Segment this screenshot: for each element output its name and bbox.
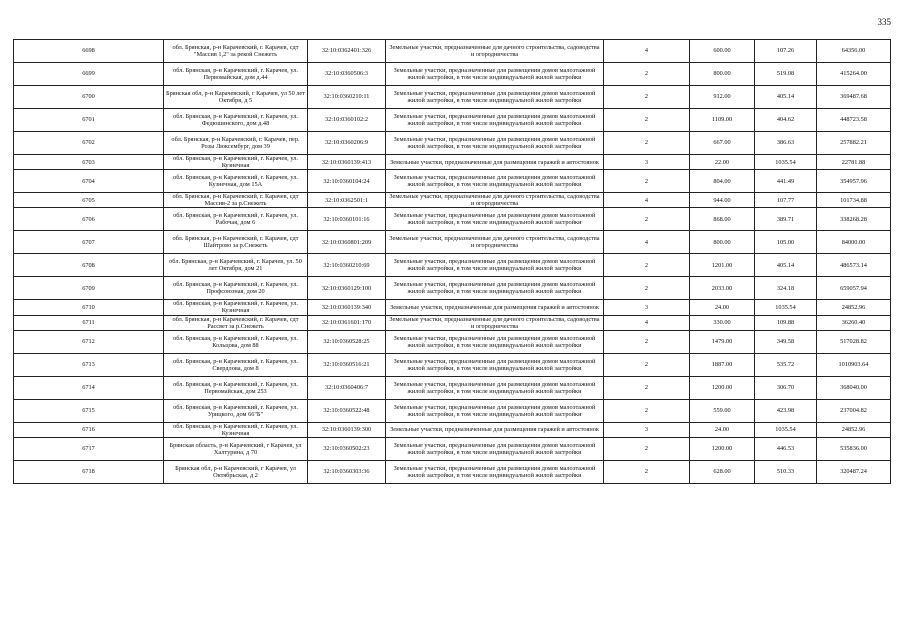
cadastral-value-cell: 517028.82 bbox=[817, 330, 891, 353]
row-number-cell: 6711 bbox=[14, 315, 164, 330]
use-group-cell: 2 bbox=[604, 330, 690, 353]
address-cell: обл. Брянская, р-н Карачевский, г. Карачев, ул. Профсоюзная, дом 20 bbox=[164, 277, 308, 300]
cadastral-value-cell: 659057.94 bbox=[817, 277, 891, 300]
row-number-cell: 6698 bbox=[14, 40, 164, 63]
land-use-cell: Земельные участки, предназначенные для размещения гаражей и автостоянок bbox=[386, 155, 604, 170]
address-cell: обл. Брянская, р-н Карачевский, г. Карачев, сдт Массив-2 за р.Снежеть bbox=[164, 193, 308, 208]
row-number-cell: 6699 bbox=[14, 63, 164, 86]
table-row bbox=[14, 40, 891, 63]
cadastral-value-cell: 24852.96 bbox=[817, 300, 891, 315]
area-cell: 559.00 bbox=[690, 399, 755, 422]
specific-value-cell: 107.26 bbox=[755, 40, 817, 63]
cadastral-number-cell: 32:10:0360101:16 bbox=[308, 208, 386, 231]
cadastral-value-cell: 24852.96 bbox=[817, 422, 891, 437]
specific-value-cell: 324.18 bbox=[755, 277, 817, 300]
table-row bbox=[14, 353, 891, 376]
cadastral-number-cell: 32:10:0360129:100 bbox=[308, 277, 386, 300]
table-row bbox=[14, 231, 891, 254]
table-row bbox=[14, 315, 891, 330]
specific-value-cell: 107.77 bbox=[755, 193, 817, 208]
cadastral-value-cell: 486573.14 bbox=[817, 254, 891, 277]
specific-value-cell: 389.71 bbox=[755, 208, 817, 231]
row-number-cell: 6700 bbox=[14, 86, 164, 109]
cadastral-number-cell: 32:10:0360516:21 bbox=[308, 353, 386, 376]
use-group-cell: 2 bbox=[604, 132, 690, 155]
table-row bbox=[14, 63, 891, 86]
row-number-cell: 6708 bbox=[14, 254, 164, 277]
area-cell: 24.00 bbox=[690, 422, 755, 437]
land-registry-table bbox=[13, 39, 891, 484]
address-cell: обл. Брянская, р-н Карачевский, г. Карачев, ул. Кузнечная bbox=[164, 422, 308, 437]
land-use-cell: Земельные участки, предназначенные для дачного строительства, садоводства и огородничества bbox=[386, 40, 604, 63]
land-use-cell: Земельные участки, предназначенные для дачного строительства, садоводства и огородничества bbox=[386, 315, 604, 330]
table-row bbox=[14, 277, 891, 300]
area-cell: 1200.00 bbox=[690, 376, 755, 399]
cadastral-value-cell: 101734.88 bbox=[817, 193, 891, 208]
land-use-cell: Земельные участки, предназначенные для размещения домов малоэтажной жилой застройки, в том числе индивидуальной жилой застройки bbox=[386, 109, 604, 132]
specific-value-cell: 510.33 bbox=[755, 460, 817, 483]
area-cell: 330.00 bbox=[690, 315, 755, 330]
specific-value-cell: 109.88 bbox=[755, 315, 817, 330]
area-cell: 1109.00 bbox=[690, 109, 755, 132]
use-group-cell: 3 bbox=[604, 300, 690, 315]
cadastral-number-cell: 32:10:0360801:209 bbox=[308, 231, 386, 254]
use-group-cell: 2 bbox=[604, 109, 690, 132]
specific-value-cell: 405.14 bbox=[755, 254, 817, 277]
row-number-cell: 6704 bbox=[14, 170, 164, 193]
specific-value-cell: 1035.54 bbox=[755, 422, 817, 437]
row-number-cell: 6713 bbox=[14, 353, 164, 376]
address-cell: обл. Брянская, р-н Карачевский, г. Карачев, ул. 50 лет Октября, дом 21 bbox=[164, 254, 308, 277]
cadastral-number-cell: 32:10:0360303:36 bbox=[308, 460, 386, 483]
land-use-cell: Земельные участки, предназначенные для размещения домов малоэтажной жилой застройки, в том числе индивидуальной жилой застройки bbox=[386, 254, 604, 277]
cadastral-number-cell: 32:10:0360206:9 bbox=[308, 132, 386, 155]
address-cell: обл. Брянская, р-н Карачевский, г. Карачев, ул. Кузнечная bbox=[164, 300, 308, 315]
table-row bbox=[14, 155, 891, 170]
cadastral-number-cell: 32:10:0360104:24 bbox=[308, 170, 386, 193]
specific-value-cell: 1035.54 bbox=[755, 300, 817, 315]
specific-value-cell: 105.00 bbox=[755, 231, 817, 254]
cadastral-value-cell: 320487.24 bbox=[817, 460, 891, 483]
table-row bbox=[14, 437, 891, 460]
land-use-cell: Земельные участки, предназначенные для размещения домов малоэтажной жилой застройки, в том числе индивидуальной жилой застройки bbox=[386, 376, 604, 399]
cadastral-number-cell: 32:10:0360210:69 bbox=[308, 254, 386, 277]
area-cell: 804.00 bbox=[690, 170, 755, 193]
cadastral-number-cell: 32:10:0360102:2 bbox=[308, 109, 386, 132]
cadastral-number-cell: 32:10:0360139:340 bbox=[308, 300, 386, 315]
address-cell: Брянская обл, р-н Карачевский, г Карачев, ул Октябрьская, д 2 bbox=[164, 460, 308, 483]
land-use-cell: Земельные участки, предназначенные для размещения домов малоэтажной жилой застройки, в том числе индивидуальной жилой застройки bbox=[386, 208, 604, 231]
cadastral-value-cell: 237004.82 bbox=[817, 399, 891, 422]
cadastral-number-cell: 32:10:0362501:1 bbox=[308, 193, 386, 208]
table-row bbox=[14, 208, 891, 231]
cadastral-number-cell: 32:10:0362401:326 bbox=[308, 40, 386, 63]
area-cell: 1887.00 bbox=[690, 353, 755, 376]
cadastral-value-cell: 257882.21 bbox=[817, 132, 891, 155]
cadastral-value-cell: 22781.88 bbox=[817, 155, 891, 170]
cadastral-number-cell: 32:10:0360502:23 bbox=[308, 437, 386, 460]
specific-value-cell: 306.70 bbox=[755, 376, 817, 399]
table-row bbox=[14, 254, 891, 277]
specific-value-cell: 405.14 bbox=[755, 86, 817, 109]
use-group-cell: 2 bbox=[604, 399, 690, 422]
use-group-cell: 3 bbox=[604, 422, 690, 437]
cadastral-number-cell: 32:10:0360139:300 bbox=[308, 422, 386, 437]
table-row bbox=[14, 300, 891, 315]
page-number: 335 bbox=[877, 17, 891, 27]
row-number-cell: 6710 bbox=[14, 300, 164, 315]
cadastral-number-cell: 32:10:0360139:413 bbox=[308, 155, 386, 170]
area-cell: 2033.00 bbox=[690, 277, 755, 300]
row-number-cell: 6717 bbox=[14, 437, 164, 460]
table-row bbox=[14, 376, 891, 399]
specific-value-cell: 1035.54 bbox=[755, 155, 817, 170]
land-use-cell: Земельные участки, предназначенные для размещения домов малоэтажной жилой застройки, в том числе индивидуальной жилой застройки bbox=[386, 63, 604, 86]
cadastral-number-cell: 32:10:0360406:7 bbox=[308, 376, 386, 399]
cadastral-value-cell: 354957.96 bbox=[817, 170, 891, 193]
specific-value-cell: 519.08 bbox=[755, 63, 817, 86]
table-row bbox=[14, 460, 891, 483]
use-group-cell: 4 bbox=[604, 315, 690, 330]
land-use-cell: Земельные участки, предназначенные для размещения гаражей и автостоянок bbox=[386, 422, 604, 437]
cadastral-number-cell: 32:10:0360210:11 bbox=[308, 86, 386, 109]
address-cell: обл. Брянская, р-н Карачевский, г. Карачев, ул. Рабочая, дом 6 bbox=[164, 208, 308, 231]
area-cell: 800.00 bbox=[690, 63, 755, 86]
row-number-cell: 6716 bbox=[14, 422, 164, 437]
address-cell: обл. Брянская, р-н Карачевский, г. Карачев, ул. Федюшинского, дом д.48 bbox=[164, 109, 308, 132]
use-group-cell: 2 bbox=[604, 376, 690, 399]
cadastral-value-cell: 415264.00 bbox=[817, 63, 891, 86]
cadastral-number-cell: 32:10:0360522:48 bbox=[308, 399, 386, 422]
area-cell: 1200.00 bbox=[690, 437, 755, 460]
land-use-cell: Земельные участки, предназначенные для размещения домов малоэтажной жилой застройки, в том числе индивидуальной жилой застройки bbox=[386, 132, 604, 155]
area-cell: 1201.00 bbox=[690, 254, 755, 277]
cadastral-value-cell: 369487.68 bbox=[817, 86, 891, 109]
area-cell: 667.00 bbox=[690, 132, 755, 155]
use-group-cell: 2 bbox=[604, 208, 690, 231]
address-cell: обл. Брянская, р-н Карачевский, г. Карачев, ул. Кузнечная, дом 15А bbox=[164, 170, 308, 193]
use-group-cell: 2 bbox=[604, 86, 690, 109]
row-number-cell: 6712 bbox=[14, 330, 164, 353]
row-number-cell: 6702 bbox=[14, 132, 164, 155]
use-group-cell: 2 bbox=[604, 254, 690, 277]
use-group-cell: 2 bbox=[604, 63, 690, 86]
land-use-cell: Земельные участки, предназначенные для размещения домов малоэтажной жилой застройки, в том числе индивидуальной жилой застройки bbox=[386, 460, 604, 483]
area-cell: 24.00 bbox=[690, 300, 755, 315]
land-use-cell: Земельные участки, предназначенные для размещения домов малоэтажной жилой застройки, в том числе индивидуальной жилой застройки bbox=[386, 353, 604, 376]
specific-value-cell: 386.63 bbox=[755, 132, 817, 155]
use-group-cell: 2 bbox=[604, 170, 690, 193]
row-number-cell: 6718 bbox=[14, 460, 164, 483]
cadastral-value-cell: 64356.00 bbox=[817, 40, 891, 63]
cadastral-value-cell: 448723.58 bbox=[817, 109, 891, 132]
row-number-cell: 6701 bbox=[14, 109, 164, 132]
address-cell: обл. Брянская, р-н Карачевский, г. Карачев, сдт Рассвет за р.Снежеть bbox=[164, 315, 308, 330]
land-use-cell: Земельные участки, предназначенные для дачного строительства, садоводства и огородничества bbox=[386, 193, 604, 208]
use-group-cell: 3 bbox=[604, 155, 690, 170]
address-cell: обл. Брянская, р-н Карачевский, г. Карачев, ул. Первомайская, дом 253 bbox=[164, 376, 308, 399]
address-cell: обл. Брянская, р-н Карачевский, г. Карачев, сдт "Массив 1,2" за рекой Снежеть bbox=[164, 40, 308, 63]
address-cell: обл. Брянская, р-н Карачевский, г. Карачев, ул. Урицкого, дом 66"Б" bbox=[164, 399, 308, 422]
land-use-cell: Земельные участки, предназначенные для размещения домов малоэтажной жилой застройки, в том числе индивидуальной жилой застройки bbox=[386, 330, 604, 353]
address-cell: обл. Брянская, р-н Карачевский, г. Карачев, ул. Свердлова, дом 8 bbox=[164, 353, 308, 376]
area-cell: 22.00 bbox=[690, 155, 755, 170]
specific-value-cell: 535.72 bbox=[755, 353, 817, 376]
table-row bbox=[14, 132, 891, 155]
specific-value-cell: 349.58 bbox=[755, 330, 817, 353]
cadastral-value-cell: 84000.00 bbox=[817, 231, 891, 254]
address-cell: Брянская обл, р-н Карачевский, г Карачев, ул 50 лет Октября, д 5 bbox=[164, 86, 308, 109]
use-group-cell: 2 bbox=[604, 460, 690, 483]
row-number-cell: 6714 bbox=[14, 376, 164, 399]
table-row bbox=[14, 399, 891, 422]
land-use-cell: Земельные участки, предназначенные для размещения домов малоэтажной жилой застройки, в том числе индивидуальной жилой застройки bbox=[386, 86, 604, 109]
table-row bbox=[14, 109, 891, 132]
row-number-cell: 6705 bbox=[14, 193, 164, 208]
land-use-cell: Земельные участки, предназначенные для дачного строительства, садоводства и огородничества bbox=[386, 231, 604, 254]
address-cell: обл. Брянская, р-н Карачевский, г. Карачев, ул. Первомайская, дом д.44 bbox=[164, 63, 308, 86]
address-cell: Брянская область, р-н Карачевский, г Карачев, ул Халтурина, д 70 bbox=[164, 437, 308, 460]
use-group-cell: 4 bbox=[604, 40, 690, 63]
use-group-cell: 4 bbox=[604, 193, 690, 208]
cadastral-number-cell: 32:10:0360506:3 bbox=[308, 63, 386, 86]
cadastral-value-cell: 1010903.64 bbox=[817, 353, 891, 376]
table-row bbox=[14, 86, 891, 109]
land-use-cell: Земельные участки, предназначенные для размещения гаражей и автостоянок bbox=[386, 300, 604, 315]
cadastral-value-cell: 338268.28 bbox=[817, 208, 891, 231]
cadastral-number-cell: 32:10:0361601:170 bbox=[308, 315, 386, 330]
table-row bbox=[14, 170, 891, 193]
row-number-cell: 6703 bbox=[14, 155, 164, 170]
land-use-cell: Земельные участки, предназначенные для размещения домов малоэтажной жилой застройки, в том числе индивидуальной жилой застройки bbox=[386, 170, 604, 193]
row-number-cell: 6706 bbox=[14, 208, 164, 231]
address-cell: обл. Брянская, р-н Карачевский, г. Карачев, ул. Кузнечная bbox=[164, 155, 308, 170]
cadastral-number-cell: 32:10:0360528:25 bbox=[308, 330, 386, 353]
area-cell: 1479.00 bbox=[690, 330, 755, 353]
land-use-cell: Земельные участки, предназначенные для размещения домов малоэтажной жилой застройки, в том числе индивидуальной жилой застройки bbox=[386, 277, 604, 300]
address-cell: обл. Брянская, р-н Карачевский, г. Карачев, сдт Шайтрово за р.Снежеть bbox=[164, 231, 308, 254]
address-cell: обл. Брянская, р-н Карачевский, г. Карачев, пер. Розы Люксембург, дом 39 bbox=[164, 132, 308, 155]
table-row bbox=[14, 422, 891, 437]
address-cell: обл. Брянская, р-н Карачевский, г. Карачев, ул. Кольцова, дом 88 bbox=[164, 330, 308, 353]
area-cell: 800.00 bbox=[690, 231, 755, 254]
table-row bbox=[14, 330, 891, 353]
use-group-cell: 2 bbox=[604, 353, 690, 376]
cadastral-value-cell: 535836.00 bbox=[817, 437, 891, 460]
row-number-cell: 6709 bbox=[14, 277, 164, 300]
table-body bbox=[14, 40, 891, 484]
specific-value-cell: 441.49 bbox=[755, 170, 817, 193]
row-number-cell: 6707 bbox=[14, 231, 164, 254]
use-group-cell: 2 bbox=[604, 437, 690, 460]
use-group-cell: 2 bbox=[604, 277, 690, 300]
specific-value-cell: 423.98 bbox=[755, 399, 817, 422]
specific-value-cell: 446.53 bbox=[755, 437, 817, 460]
row-number-cell: 6715 bbox=[14, 399, 164, 422]
specific-value-cell: 404.62 bbox=[755, 109, 817, 132]
area-cell: 912.00 bbox=[690, 86, 755, 109]
land-use-cell: Земельные участки, предназначенные для размещения домов малоэтажной жилой застройки, в том числе индивидуальной жилой застройки bbox=[386, 437, 604, 460]
cadastral-value-cell: 36260.40 bbox=[817, 315, 891, 330]
area-cell: 628.00 bbox=[690, 460, 755, 483]
area-cell: 600.00 bbox=[690, 40, 755, 63]
cadastral-value-cell: 368040.00 bbox=[817, 376, 891, 399]
area-cell: 868.00 bbox=[690, 208, 755, 231]
area-cell: 944.00 bbox=[690, 193, 755, 208]
use-group-cell: 4 bbox=[604, 231, 690, 254]
table-row bbox=[14, 193, 891, 208]
land-use-cell: Земельные участки, предназначенные для размещения домов малоэтажной жилой застройки, в том числе индивидуальной жилой застройки bbox=[386, 399, 604, 422]
